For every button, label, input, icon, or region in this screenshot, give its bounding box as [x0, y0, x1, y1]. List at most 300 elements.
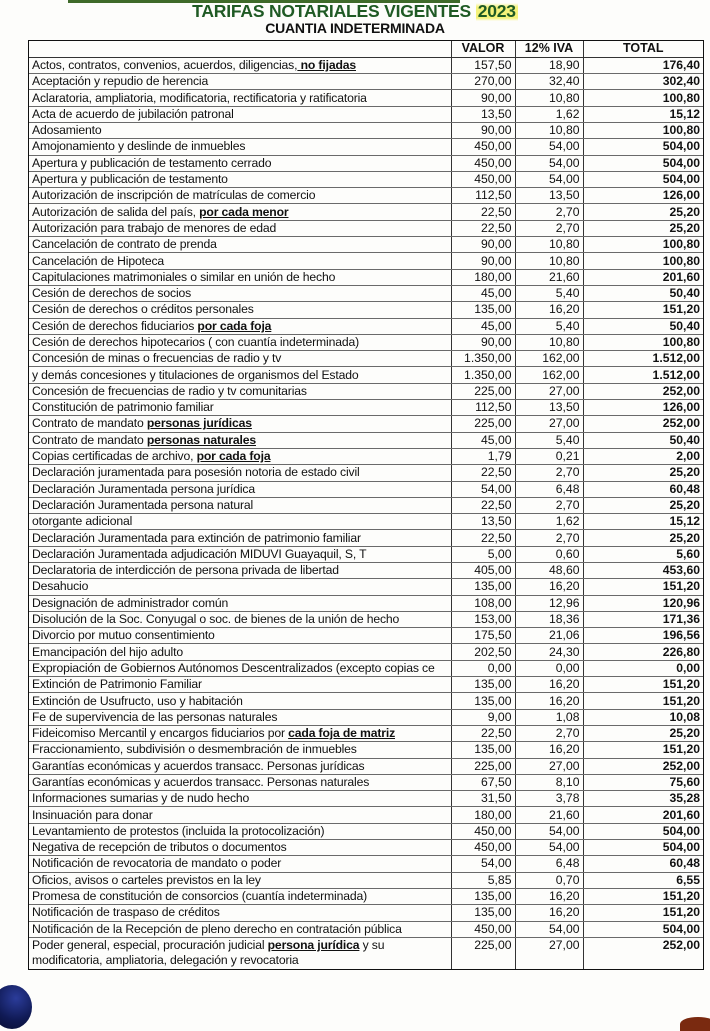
table-row — [29, 693, 703, 709]
description-text: Desahucio — [32, 579, 89, 594]
row-total: 302,40 — [583, 74, 703, 90]
table-row — [29, 514, 703, 530]
table-row — [29, 334, 703, 350]
row-total: 100,80 — [583, 90, 703, 106]
row-valor: 450,00 — [451, 155, 515, 171]
row-iva: 6,48 — [515, 856, 583, 872]
description-text: Disolución de la Soc. Conyugal o soc. de bienes de la unión de hecho — [32, 612, 400, 627]
row-iva: 0,70 — [515, 872, 583, 888]
row-valor: 1.350,00 — [451, 351, 515, 367]
row-description — [29, 57, 451, 73]
row-description — [29, 677, 451, 693]
row-total: 176,40 — [583, 57, 703, 73]
row-description — [29, 188, 451, 204]
row-iva: 18,36 — [515, 611, 583, 627]
description-text: Emancipación del hijo adulto — [32, 644, 183, 659]
row-iva: 54,00 — [515, 921, 583, 937]
description-text: Declaratoria de interdicción de persona privada de libertad — [32, 563, 339, 578]
table-row — [29, 774, 703, 790]
row-valor: 31,50 — [451, 791, 515, 807]
description-text: Promesa de constitución de consorcios (cuantía indeterminada) — [32, 889, 367, 904]
row-description — [29, 416, 451, 432]
row-description — [29, 807, 451, 823]
row-iva: 0,00 — [515, 660, 583, 676]
row-description — [29, 888, 451, 904]
row-iva: 54,00 — [515, 840, 583, 856]
blue-ink-dot-decoration — [0, 985, 32, 1029]
row-iva: 10,80 — [515, 90, 583, 106]
description-emphasis: por cada foja — [196, 449, 271, 464]
table-row — [29, 302, 703, 318]
table-row — [29, 432, 703, 448]
row-iva: 3,78 — [515, 791, 583, 807]
row-iva: 2,70 — [515, 204, 583, 220]
row-valor: 45,00 — [451, 432, 515, 448]
table-row — [29, 367, 703, 383]
table-row — [29, 351, 703, 367]
description-text: Autorización de salida del país, — [32, 204, 200, 219]
row-total: 100,80 — [583, 237, 703, 253]
row-description — [29, 318, 451, 334]
row-total: 25,20 — [583, 220, 703, 236]
table-row — [29, 318, 703, 334]
description-text: Declaración Juramentada persona jurídica — [32, 481, 255, 496]
table-row — [29, 595, 703, 611]
row-description — [29, 122, 451, 138]
description-text: Poder general, especial, procuración judicial — [32, 937, 268, 952]
row-description — [29, 351, 451, 367]
row-iva: 5,40 — [515, 432, 583, 448]
row-iva: 2,70 — [515, 530, 583, 546]
row-valor: 22,50 — [451, 497, 515, 513]
row-total: 453,60 — [583, 563, 703, 579]
row-total: 504,00 — [583, 139, 703, 155]
row-valor: 22,50 — [451, 220, 515, 236]
description-text: Acta de acuerdo de jubilación patronal — [32, 106, 234, 121]
row-description — [29, 465, 451, 481]
title-year-highlighted: 2023 — [477, 1, 516, 21]
row-valor: 135,00 — [451, 693, 515, 709]
row-iva: 16,20 — [515, 888, 583, 904]
row-valor: 22,50 — [451, 465, 515, 481]
row-total: 100,80 — [583, 253, 703, 269]
row-description — [29, 74, 451, 90]
table-row — [29, 807, 703, 823]
row-valor: 90,00 — [451, 122, 515, 138]
row-description — [29, 856, 451, 872]
description-text: Designación de administrador común — [32, 595, 229, 610]
row-total: 226,80 — [583, 644, 703, 660]
row-valor: 450,00 — [451, 840, 515, 856]
row-valor: 1.350,00 — [451, 367, 515, 383]
row-description — [29, 546, 451, 562]
description-emphasis: persona jurídica — [267, 937, 360, 952]
table-row — [29, 563, 703, 579]
description-text: Levantamiento de protestos (incluida la protocolización) — [32, 823, 325, 838]
row-description — [29, 253, 451, 269]
row-description — [29, 155, 451, 171]
row-valor: 54,00 — [451, 856, 515, 872]
description-text: Copias certificadas de archivo, — [32, 449, 197, 464]
table-row — [29, 122, 703, 138]
description-emphasis: personas jurídicas — [146, 416, 252, 431]
description-emphasis: cada foja de matriz — [288, 726, 396, 741]
row-valor: 405,00 — [451, 563, 515, 579]
row-total: 151,20 — [583, 905, 703, 921]
row-iva: 18,90 — [515, 57, 583, 73]
row-total: 201,60 — [583, 807, 703, 823]
row-total: 2,00 — [583, 448, 703, 464]
row-valor: 225,00 — [451, 758, 515, 774]
description-text: Notificación de revocatoria de mandato o poder — [32, 856, 282, 871]
description-text: otorgante adicional — [32, 514, 133, 529]
row-description — [29, 334, 451, 350]
table-row — [29, 709, 703, 725]
corner-decoration — [680, 1017, 710, 1031]
row-iva: 2,70 — [515, 725, 583, 741]
row-valor: 1,79 — [451, 448, 515, 464]
row-valor: 153,00 — [451, 611, 515, 627]
description-text: Expropiación de Gobiernos Autónomos Descentralizados (excepto copias ce — [32, 660, 435, 675]
row-total: 1.512,00 — [583, 367, 703, 383]
row-total: 75,60 — [583, 774, 703, 790]
row-valor: 180,00 — [451, 269, 515, 285]
description-text: Apertura y publicación de testamento cerrado — [32, 155, 272, 170]
row-description — [29, 139, 451, 155]
row-iva: 10,80 — [515, 334, 583, 350]
row-description — [29, 530, 451, 546]
row-valor: 90,00 — [451, 90, 515, 106]
table-row — [29, 237, 703, 253]
row-total: 196,56 — [583, 628, 703, 644]
description-emphasis: personas naturales — [146, 432, 256, 447]
row-description — [29, 905, 451, 921]
description-text: Informaciones sumarias y de nudo hecho — [32, 791, 250, 806]
row-total: 1.512,00 — [583, 351, 703, 367]
description-text: Cancelación de Hipoteca — [32, 253, 165, 268]
row-total: 504,00 — [583, 921, 703, 937]
row-valor: 0,00 — [451, 660, 515, 676]
row-iva: 16,20 — [515, 302, 583, 318]
description-text: Amojonamiento y deslinde de inmuebles — [32, 139, 246, 154]
row-iva: 5,40 — [515, 285, 583, 301]
table-row — [29, 660, 703, 676]
table-row — [29, 921, 703, 937]
row-iva: 162,00 — [515, 367, 583, 383]
row-total: 50,40 — [583, 318, 703, 334]
row-total: 25,20 — [583, 497, 703, 513]
row-valor: 45,00 — [451, 285, 515, 301]
row-valor: 157,50 — [451, 57, 515, 73]
row-total: 151,20 — [583, 693, 703, 709]
row-iva: 21,06 — [515, 628, 583, 644]
description-text: Actos, contratos, convenios, acuerdos, diligencias, — [32, 57, 298, 72]
description-text: Cesión de derechos o créditos personales — [32, 302, 254, 317]
column-header-iva: 12% IVA — [515, 41, 583, 57]
row-valor: 22,50 — [451, 725, 515, 741]
table-row — [29, 628, 703, 644]
description-text: Contrato de mandato — [32, 416, 147, 431]
row-iva: 10,80 — [515, 253, 583, 269]
description-text: Extinción de Patrimonio Familiar — [32, 677, 202, 692]
row-description — [29, 106, 451, 122]
row-total: 50,40 — [583, 285, 703, 301]
row-valor: 450,00 — [451, 139, 515, 155]
row-iva: 8,10 — [515, 774, 583, 790]
table-row — [29, 905, 703, 921]
description-text: Garantías económicas y acuerdos transacc. Personas jurídicas — [32, 758, 365, 773]
row-iva: 27,00 — [515, 416, 583, 432]
description-text: Cesión de derechos de socios — [32, 286, 192, 301]
table-row — [29, 677, 703, 693]
row-description — [29, 921, 451, 937]
row-valor: 22,50 — [451, 204, 515, 220]
table-row — [29, 269, 703, 285]
description-text: Cesión de derechos hipotecarios ( con cuantía indeterminada) — [32, 334, 360, 349]
row-valor: 270,00 — [451, 74, 515, 90]
row-description — [29, 872, 451, 888]
description-text: Aceptación y repudio de herencia — [32, 74, 209, 89]
row-description — [29, 448, 451, 464]
row-total: 15,12 — [583, 106, 703, 122]
row-total: 252,00 — [583, 758, 703, 774]
row-total: 126,00 — [583, 188, 703, 204]
row-total: 60,48 — [583, 481, 703, 497]
row-iva: 1,08 — [515, 709, 583, 725]
description-text: Notificación de la Recepción de pleno derecho en contratación pública — [32, 921, 402, 936]
row-total: 151,20 — [583, 302, 703, 318]
row-description — [29, 628, 451, 644]
row-total: 0,00 — [583, 660, 703, 676]
description-text: Adosamiento — [32, 123, 102, 138]
row-description — [29, 823, 451, 839]
row-total: 252,00 — [583, 383, 703, 399]
description-text-continued: y su modificatoria, ampliatoria, delegación y revocatoria — [32, 937, 385, 967]
row-valor: 135,00 — [451, 677, 515, 693]
row-total: 151,20 — [583, 742, 703, 758]
row-description — [29, 171, 451, 187]
row-description — [29, 693, 451, 709]
table-row — [29, 579, 703, 595]
row-valor: 135,00 — [451, 579, 515, 595]
row-description — [29, 220, 451, 236]
table-row — [29, 171, 703, 187]
row-valor: 450,00 — [451, 823, 515, 839]
row-description — [29, 204, 451, 220]
row-valor: 112,50 — [451, 188, 515, 204]
row-iva: 0,21 — [515, 448, 583, 464]
row-description — [29, 611, 451, 627]
row-iva: 16,20 — [515, 677, 583, 693]
table-row — [29, 448, 703, 464]
row-valor: 225,00 — [451, 383, 515, 399]
row-valor: 45,00 — [451, 318, 515, 334]
row-iva: 21,60 — [515, 807, 583, 823]
table-row — [29, 872, 703, 888]
row-iva: 24,30 — [515, 644, 583, 660]
row-valor: 90,00 — [451, 253, 515, 269]
row-total: 504,00 — [583, 171, 703, 187]
row-description — [29, 400, 451, 416]
table-row — [29, 383, 703, 399]
row-valor: 54,00 — [451, 481, 515, 497]
row-valor: 225,00 — [451, 416, 515, 432]
table-row — [29, 220, 703, 236]
description-text: Apertura y publicación de testamento — [32, 172, 228, 187]
row-iva: 0,60 — [515, 546, 583, 562]
tariff-table-grid — [29, 41, 703, 969]
row-description — [29, 383, 451, 399]
description-text: Contrato de mandato — [32, 432, 147, 447]
row-valor: 13,50 — [451, 106, 515, 122]
description-text: Negativa de recepción de tributos o documentos — [32, 840, 287, 855]
row-total: 15,12 — [583, 514, 703, 530]
table-row — [29, 546, 703, 562]
row-iva: 2,70 — [515, 220, 583, 236]
row-iva: 54,00 — [515, 171, 583, 187]
table-body — [29, 57, 703, 969]
table-row — [29, 57, 703, 73]
row-total: 60,48 — [583, 856, 703, 872]
row-total: 10,08 — [583, 709, 703, 725]
row-description — [29, 595, 451, 611]
row-valor: 450,00 — [451, 921, 515, 937]
table-row — [29, 791, 703, 807]
row-total: 25,20 — [583, 465, 703, 481]
description-text: y demás concesiones y titulaciones de organismos del Estado — [32, 367, 359, 382]
row-total: 151,20 — [583, 677, 703, 693]
description-text: Constitución de patrimonio familiar — [32, 400, 214, 415]
description-text: Fe de supervivencia de las personas naturales — [32, 709, 278, 724]
description-text: Concesión de frecuencias de radio y tv comunitarias — [32, 383, 307, 398]
row-total: 504,00 — [583, 823, 703, 839]
table-row — [29, 758, 703, 774]
table-row-last — [29, 937, 703, 969]
row-description — [29, 758, 451, 774]
table-row — [29, 725, 703, 741]
table-row — [29, 530, 703, 546]
row-valor: 13,50 — [451, 514, 515, 530]
table-row — [29, 856, 703, 872]
row-valor: 5,85 — [451, 872, 515, 888]
description-text: Aclaratoria, ampliatoria, modificatoria, rectificatoria y ratificatoria — [32, 90, 367, 105]
row-description — [29, 840, 451, 856]
description-text: Declaración Juramentada para extinción de patrimonio familiar — [32, 530, 361, 545]
row-description — [29, 90, 451, 106]
description-text: Cancelación de contrato de prenda — [32, 237, 217, 252]
row-total: 252,00 — [662, 937, 700, 952]
description-emphasis: no fijadas — [297, 57, 356, 72]
description-text: Declaración Juramentada adjudicación MIDUVI Guayaquil, S, T — [32, 546, 367, 561]
row-total: 126,00 — [583, 400, 703, 416]
row-description — [29, 774, 451, 790]
row-total: 100,80 — [583, 334, 703, 350]
row-total: 171,36 — [583, 611, 703, 627]
table-row — [29, 285, 703, 301]
table-row — [29, 611, 703, 627]
table-row — [29, 823, 703, 839]
table-row — [29, 465, 703, 481]
page-title — [0, 1, 710, 22]
row-valor: 225,00 — [451, 937, 515, 969]
row-iva: 21,60 — [515, 269, 583, 285]
table-row — [29, 497, 703, 513]
column-header-total: TOTAL — [583, 41, 703, 57]
row-iva: 1,62 — [515, 514, 583, 530]
row-description — [29, 514, 451, 530]
description-text: Insinuación para donar — [32, 807, 153, 822]
description-text: Fideicomiso Mercantil y encargos fiduciarios por — [32, 726, 289, 741]
description-text: Capitulaciones matrimoniales o similar en unión de hecho — [32, 269, 336, 284]
row-iva: 16,20 — [515, 579, 583, 595]
row-description — [29, 644, 451, 660]
table-row — [29, 155, 703, 171]
row-total: 504,00 — [583, 155, 703, 171]
row-iva: 2,70 — [515, 465, 583, 481]
table-row — [29, 840, 703, 856]
row-valor: 112,50 — [451, 400, 515, 416]
row-description — [29, 579, 451, 595]
row-total: 25,20 — [583, 530, 703, 546]
description-text: Fraccionamiento, subdivisión o desmembración de inmuebles — [32, 742, 357, 757]
table-row — [29, 742, 703, 758]
row-total: 151,20 — [583, 888, 703, 904]
table-row — [29, 416, 703, 432]
row-iva: 10,80 — [515, 122, 583, 138]
row-valor: 67,50 — [451, 774, 515, 790]
row-description — [29, 237, 451, 253]
table-row — [29, 90, 703, 106]
row-total: 6,55 — [583, 872, 703, 888]
row-description — [29, 660, 451, 676]
row-total: 50,40 — [583, 432, 703, 448]
table-row — [29, 888, 703, 904]
row-iva: 13,50 — [515, 188, 583, 204]
description-text: Garantías económicas y acuerdos transacc. Personas naturales — [32, 775, 370, 789]
row-valor: 9,00 — [451, 709, 515, 725]
row-valor: 90,00 — [451, 237, 515, 253]
table-row — [29, 204, 703, 220]
row-total: 100,80 — [583, 122, 703, 138]
row-total: 504,00 — [583, 840, 703, 856]
row-valor: 135,00 — [451, 742, 515, 758]
row-description — [29, 791, 451, 807]
description-text: Oficios, avisos o carteles previstos en la ley — [32, 872, 261, 887]
row-valor: 135,00 — [451, 905, 515, 921]
row-iva: 13,50 — [515, 400, 583, 416]
row-description — [29, 367, 451, 383]
description-emphasis: por cada menor — [199, 204, 289, 219]
description-text: Autorización de inscripción de matrículas de comercio — [32, 188, 316, 203]
row-description — [29, 497, 451, 513]
table-row — [29, 188, 703, 204]
row-valor: 135,00 — [451, 888, 515, 904]
row-iva: 27,00 — [515, 383, 583, 399]
row-description — [29, 709, 451, 725]
table-row — [29, 74, 703, 90]
row-valor: 135,00 — [451, 302, 515, 318]
description-text: Cesión de derechos fiduciarios — [32, 318, 198, 333]
row-valor: 450,00 — [451, 171, 515, 187]
page-subtitle: CUANTIA INDETERMINADA — [265, 20, 445, 36]
row-iva: 162,00 — [515, 351, 583, 367]
row-valor: 175,50 — [451, 628, 515, 644]
row-total: 201,60 — [583, 269, 703, 285]
description-text: Declaración juramentada para posesión notoria de estado civil — [32, 465, 360, 480]
table-header-row — [29, 41, 703, 57]
row-iva: 16,20 — [515, 693, 583, 709]
row-total: 25,20 — [583, 204, 703, 220]
